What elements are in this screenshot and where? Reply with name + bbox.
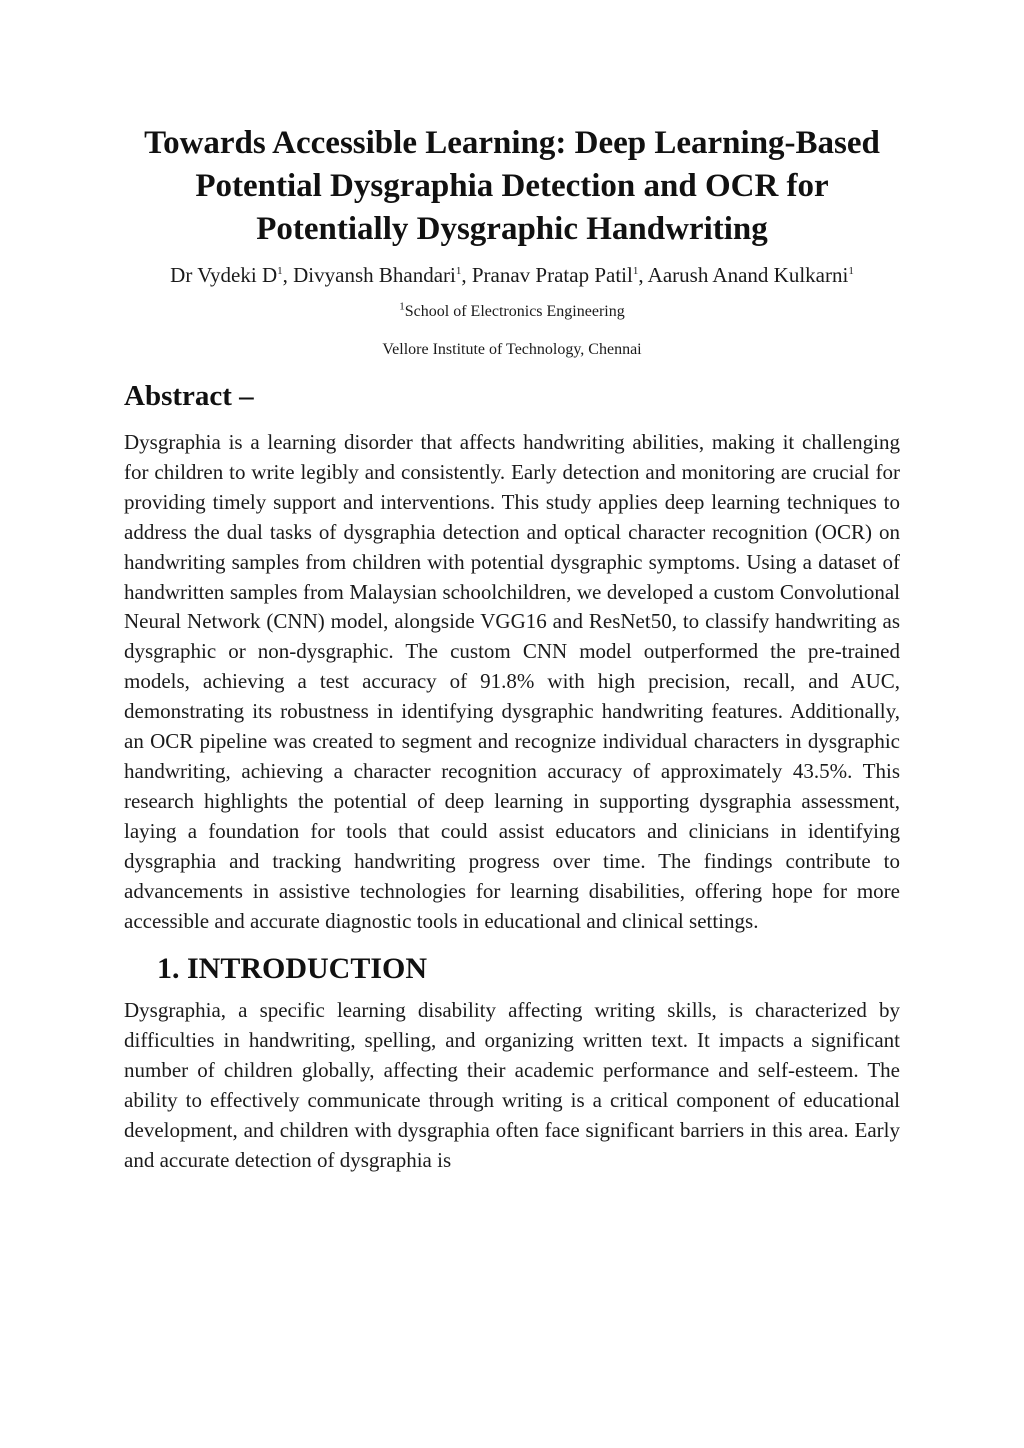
author-separator: , [282,263,294,287]
introduction-heading: 1. INTRODUCTION [157,952,428,986]
affiliation-mark: 1 [632,265,639,277]
author-list [124,261,900,290]
paper-page [124,122,900,1176]
introduction-text: Dysgraphia, a specific learning disability affecting writing skills, is characterized by difficulties in handwriting, spelling, and organizing written text. It impacts a significant number of children globally, affecting their academic performance and self-esteem. The ability to effectively communicate through writing is a critical component of educational development, and children with dysgraphia often face significant barriers in this area. Early and accurate detection of dysgraphia is [124,998,900,1172]
abstract-text: Dysgraphia is a learning disorder that affects handwriting abilities, making it challenging for children to write legibly and consistently. Early detection and monitoring are crucial for providing timely support and interventions. This study applies deep learning techniques to address the dual tasks of dysgraphia detection and optical character recognition (OCR) on handwriting samples from children with potential dysgraphic symptoms. Using a dataset of handwritten samples from Malaysian schoolchildren, we developed a custom Convolutional Neural Network (CNN) model, alongside VGG16 and ResNet50, to classify handwriting as dysgraphic or non-dysgraphic. The custom CNN model outperformed the pre-trained models, achieving a test accuracy of 91.8% with high precision, recall, and AUC, demonstrating its robustness in identifying dysgraphic handwriting features. Additionally, an OCR pipeline was created to segment and recognize individual characters in dysgraphic handwriting, achieving a character recognition accuracy of approximately 43.5%. This research highlights the potential of deep learning in supporting dysgraphia assessment, laying a foundation for tools that could assist educators and clinicians in identifying dysgraphia and tracking handwriting progress over time. The findings contribute to advancements in assistive technologies for learning disabilities, offering hope for more accessible and accurate diagnostic tools in educational and clinical settings. [124,430,900,933]
school-name: School of Electronics Engineering [404,303,625,320]
paper-title: Towards Accessible Learning: Deep Learning-Based Potential Dysgraphia Detection and OCR for Potentially Dysgraphic Handwriting [144,125,880,247]
affiliation-mark: 1 [399,300,405,313]
affiliation-mark: 1 [848,265,854,277]
affiliation-mark: 1 [455,265,462,277]
author-name: Dr Vydeki D [170,263,278,287]
author-name: Aarush Anand Kulkarni [647,263,849,287]
author-name: Pranav Pratap Patil [471,263,633,287]
author-separator: , [638,263,648,287]
affiliation-institute: Vellore Institute of Technology, Chennai [382,341,642,358]
affiliation-mark: 1 [277,265,283,277]
affiliation-school [124,302,900,322]
abstract-heading: Abstract – [124,380,254,412]
author-separator: , [461,263,472,287]
author-name: Divyansh Bhandari [293,263,456,287]
